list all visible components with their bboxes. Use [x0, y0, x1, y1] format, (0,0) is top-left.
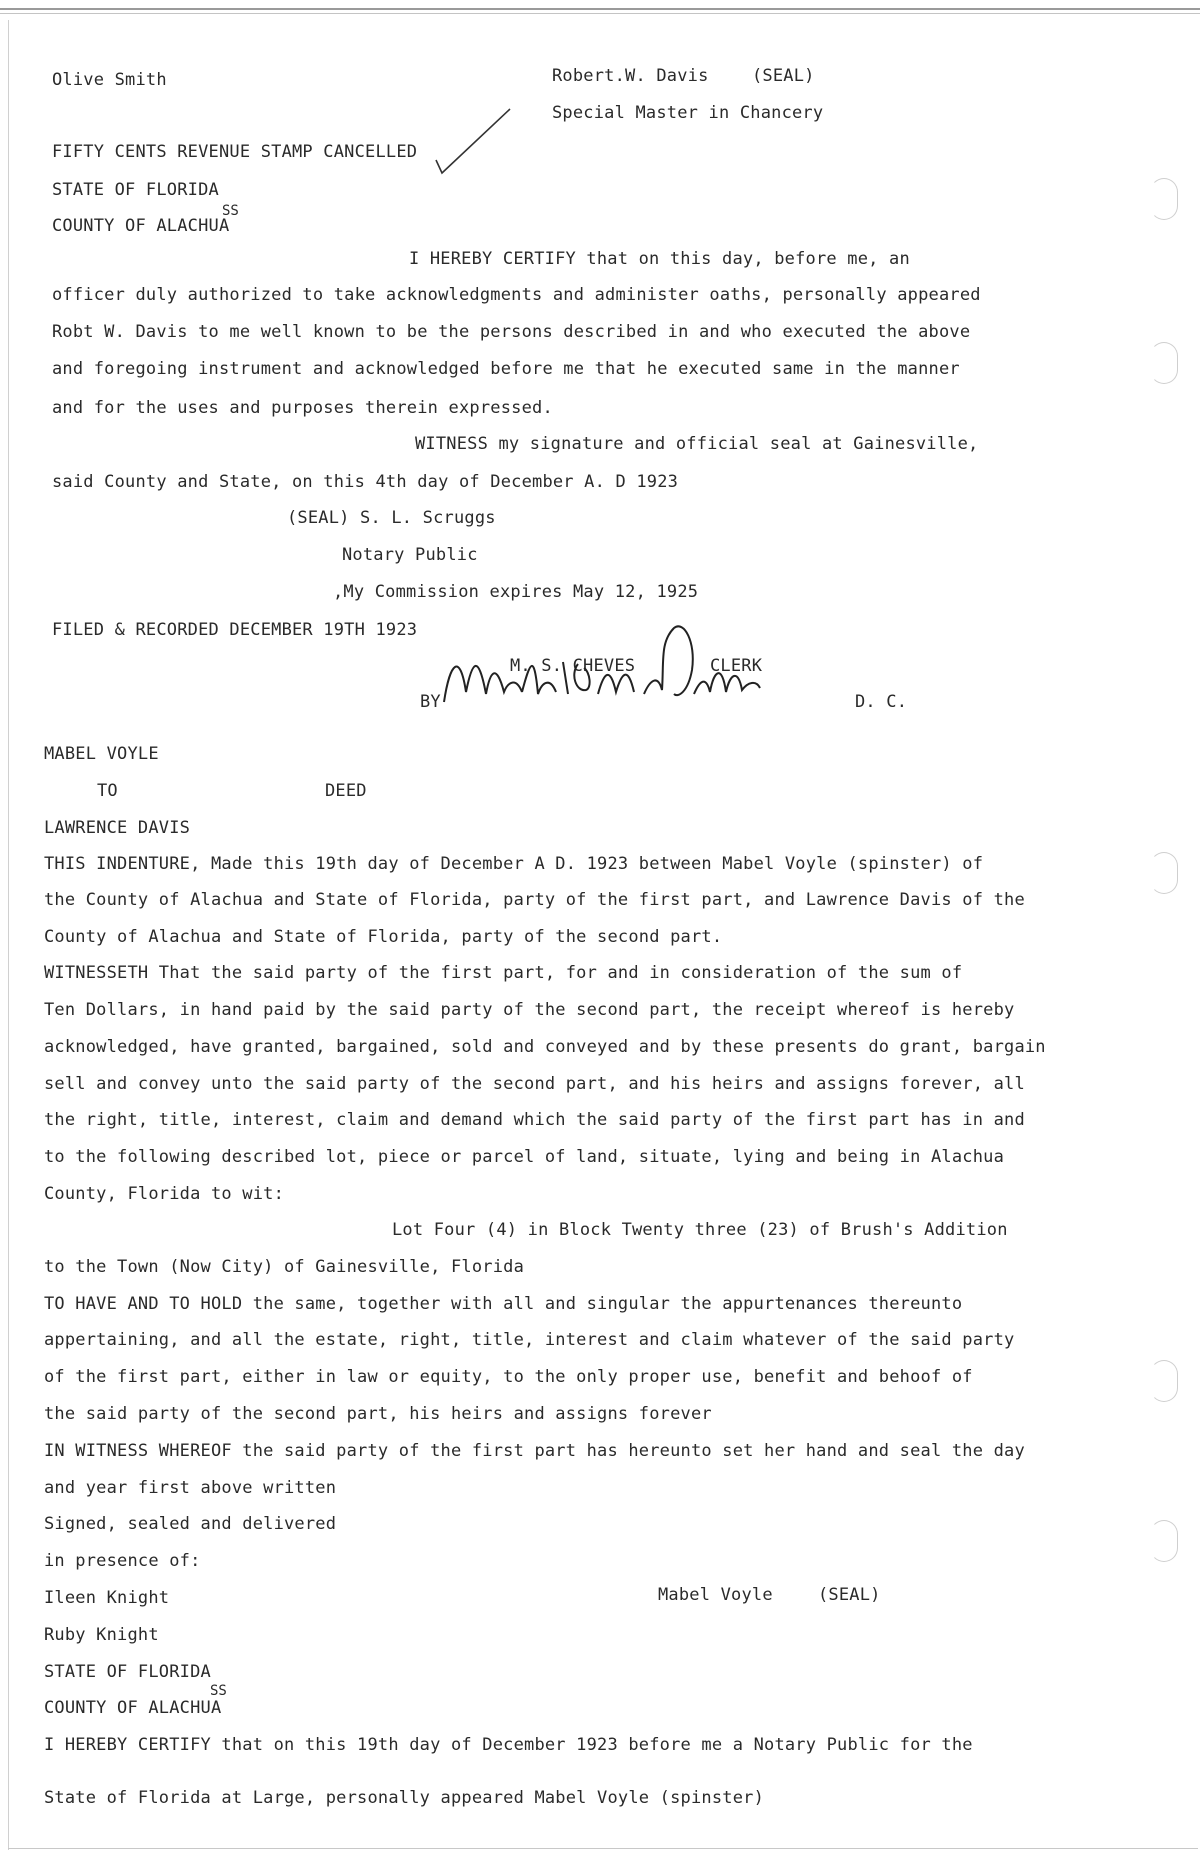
- filed-recorded: FILED & RECORDED DECEMBER 19TH 1923: [52, 620, 418, 640]
- binder-hole-icon: [1150, 852, 1178, 894]
- signer-title: Special Master in Chancery: [552, 103, 824, 123]
- left-margin-line: [8, 20, 9, 1850]
- habendum-line-8: in presence of:: [44, 1551, 201, 1571]
- state-heading: STATE OF FLORIDA: [52, 180, 219, 200]
- check-mark-icon: [432, 105, 512, 175]
- deed-body-line-3: County of Alachua and State of Florida, party of the second part.: [44, 927, 723, 947]
- deed-body-line-8: the right, title, interest, claim and demand which the said party of the first part has in and: [44, 1110, 1025, 1130]
- habendum-line-6: and year first above written: [44, 1478, 337, 1498]
- ack-certify-line-1: I HEREBY CERTIFY that on this 19th day of December 1923 before me a Notary Public for the: [44, 1735, 973, 1755]
- ack-certify-line-2: State of Florida at Large, personally appeared Mabel Voyle (spinster): [44, 1788, 765, 1808]
- witness-name: Olive Smith: [52, 70, 167, 90]
- certify-line-1: I HEREBY CERTIFY that on this day, before me, an: [409, 249, 910, 269]
- certify-line-2: officer duly authorized to take acknowledgments and administer oaths, personally appeared: [52, 285, 981, 305]
- binder-hole-icon: [1150, 1520, 1178, 1562]
- deed-body-line-5: Ten Dollars, in hand paid by the said party of the second part, the receipt whereof is hereby: [44, 1000, 1015, 1020]
- ack-ss-mark: SS: [210, 1683, 227, 1699]
- habendum-line-4: the said party of the second part, his heirs and assigns forever: [44, 1404, 712, 1424]
- habendum-line-1: TO HAVE AND TO HOLD the same, together with all and singular the appurtenances thereunto: [44, 1294, 963, 1314]
- certify-line-4: and foregoing instrument and acknowledged before me that he executed same in the manner: [52, 359, 960, 379]
- deed-grantor-heading: MABEL VOYLE: [44, 744, 159, 764]
- clerk-signature-icon: [438, 622, 768, 722]
- ack-county-heading: COUNTY OF ALACHUA: [44, 1698, 222, 1718]
- signer-seal: (SEAL): [752, 66, 815, 86]
- top-rule: [0, 8, 1200, 10]
- deed-body-line-4: WITNESSETH That the said party of the first part, for and in consideration of the sum of: [44, 963, 963, 983]
- grantor-seal: (SEAL): [818, 1585, 881, 1605]
- notary-seal-name: (SEAL) S. L. Scruggs: [287, 508, 496, 528]
- grantor-signature: Mabel Voyle: [658, 1585, 773, 1605]
- certify-line-5: and for the uses and purposes therein expressed.: [52, 398, 553, 418]
- deed-body-line-1: THIS INDENTURE, Made this 19th day of December A D. 1923 between Mabel Voyle (spinster) of: [44, 854, 984, 874]
- notary-title: Notary Public: [342, 545, 478, 565]
- habendum-line-5: IN WITNESS WHEREOF the said party of the first part has hereunto set her hand and seal the day: [44, 1441, 1025, 1461]
- bottom-margin-line: [8, 1848, 1198, 1849]
- witness-1-name: Ileen Knight: [44, 1588, 170, 1608]
- deputy-clerk-label: D. C.: [855, 692, 908, 712]
- deed-to-label: TO: [97, 781, 118, 801]
- binder-hole-icon: [1150, 1360, 1178, 1402]
- top-rule-secondary: [0, 13, 1200, 14]
- clerk-title: CLERK: [710, 656, 763, 676]
- clerk-name: M. S. CHEVES: [510, 656, 636, 676]
- witness-2-name: Ruby Knight: [44, 1625, 159, 1645]
- deed-body-line-2: the County of Alachua and State of Florida, party of the first part, and Lawrence Davis of the: [44, 890, 1025, 910]
- revenue-stamp-line: FIFTY CENTS REVENUE STAMP CANCELLED: [52, 142, 418, 162]
- lot-description-1: Lot Four (4) in Block Twenty three (23) of Brush's Addition: [392, 1220, 1008, 1240]
- habendum-line-3: of the first part, either in law or equity, to the only proper use, benefit and behoof of: [44, 1367, 973, 1387]
- by-label: BY: [420, 692, 441, 712]
- binder-hole-icon: [1150, 178, 1178, 220]
- binder-hole-icon: [1150, 342, 1178, 384]
- habendum-line-2: appertaining, and all the estate, right, title, interest and claim whatever of the said party: [44, 1330, 1015, 1350]
- county-heading: COUNTY OF ALACHUA: [52, 216, 230, 236]
- deed-body-line-7: sell and convey unto the said party of the second part, and his heirs and assigns forever, all: [44, 1074, 1025, 1094]
- certify-line-3: Robt W. Davis to me well known to be the persons described in and who executed the above: [52, 322, 971, 342]
- deed-body-line-9: to the following described lot, piece or parcel of land, situate, lying and being in Alachua: [44, 1147, 1005, 1167]
- witness-line-2: said County and State, on this 4th day of December A. D 1923: [52, 472, 679, 492]
- habendum-line-7: Signed, sealed and delivered: [44, 1514, 337, 1534]
- ack-state-heading: STATE OF FLORIDA: [44, 1662, 211, 1682]
- deed-body-line-6: acknowledged, have granted, bargained, sold and conveyed and by these presents do grant, bargain: [44, 1037, 1046, 1057]
- signer-name: Robert.W. Davis: [552, 66, 709, 86]
- lot-description-2: to the Town (Now City) of Gainesville, Florida: [44, 1257, 525, 1277]
- commission-expires: ,My Commission expires May 12, 1925: [333, 582, 699, 602]
- deed-type-label: DEED: [325, 781, 367, 801]
- witness-line-1: WITNESS my signature and official seal at Gainesville,: [415, 434, 979, 454]
- ss-mark: SS: [222, 203, 239, 219]
- deed-grantee-heading: LAWRENCE DAVIS: [44, 818, 191, 838]
- deed-body-line-10: County, Florida to wit:: [44, 1184, 285, 1204]
